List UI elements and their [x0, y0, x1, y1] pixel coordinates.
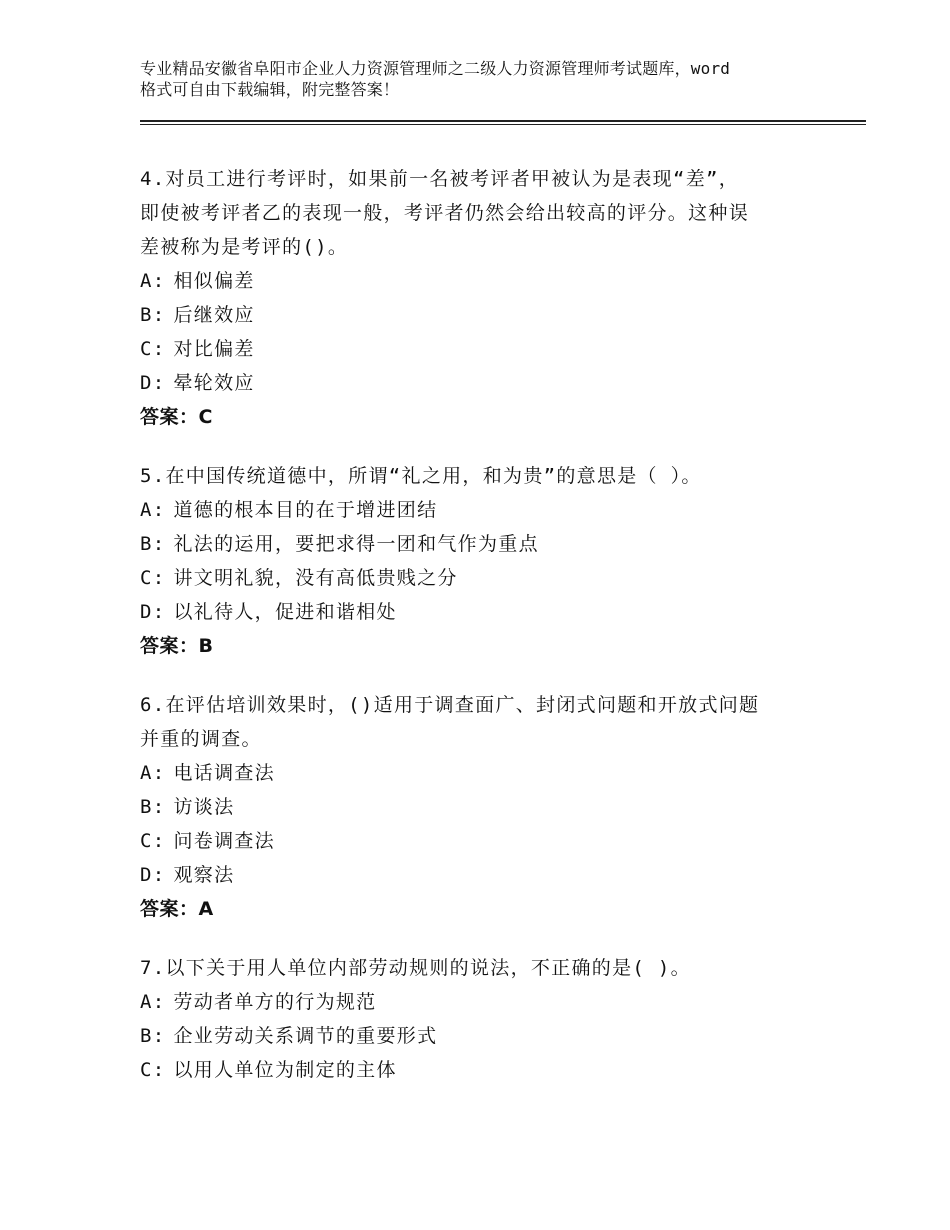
option-label: B: — [140, 796, 166, 818]
option-text: 观察法 — [173, 864, 235, 886]
option-text: 相似偏差 — [173, 270, 255, 292]
option-label: B: — [140, 304, 166, 326]
option-label: A: — [140, 991, 166, 1013]
answer-option — [140, 858, 820, 892]
option-label: B: — [140, 1025, 166, 1047]
answer-key: 答案：C — [140, 406, 213, 428]
answer-option — [140, 595, 820, 629]
option-label: A: — [140, 270, 166, 292]
option-text: 劳动者单方的行为规范 — [173, 991, 377, 1013]
option-text: 晕轮效应 — [173, 372, 255, 394]
answer-option — [140, 493, 820, 527]
answer-option — [140, 527, 820, 561]
answer-key: 答案：B — [140, 635, 214, 657]
option-text: 以用人单位为制定的主体 — [173, 1059, 397, 1081]
option-label: C: — [140, 338, 166, 360]
question-block — [140, 951, 820, 1087]
option-label: A: — [140, 762, 166, 784]
question-block — [140, 162, 820, 434]
answer-option — [140, 985, 820, 1019]
answer-option — [140, 298, 820, 332]
answer-option — [140, 790, 820, 824]
answer-option — [140, 1019, 820, 1053]
answer-option — [140, 824, 820, 858]
question-stem-line: 即使被考评者乙的表现一般，考评者仍然会给出较高的评分。这种误 — [140, 202, 750, 224]
header-line-1: 专业精品安徽省阜阳市企业人力资源管理师之二级人力资源管理师考试题库，word — [140, 59, 731, 78]
option-text: 后继效应 — [173, 304, 255, 326]
question-stem-line: 并重的调查。 — [140, 728, 262, 750]
option-label: B: — [140, 533, 166, 555]
option-text: 以礼待人，促进和谐相处 — [173, 601, 397, 623]
option-label: D: — [140, 601, 166, 623]
header-rule-thin — [140, 124, 866, 125]
answer-option — [140, 561, 820, 595]
question-stem-line: 差被称为是考评的()。 — [140, 236, 349, 258]
option-text: 电话调查法 — [173, 762, 275, 784]
question-stem-line: 7.以下关于用人单位内部劳动规则的说法，不正确的是( )。 — [140, 957, 691, 979]
question-stem-line: 5.在中国传统道德中，所谓“礼之用，和为贵”的意思是（ ）。 — [140, 465, 702, 487]
document-header — [140, 58, 840, 100]
option-label: D: — [140, 372, 166, 394]
option-label: D: — [140, 864, 166, 886]
option-text: 对比偏差 — [173, 338, 255, 360]
question-stem-line: 6.在评估培训效果时，()适用于调查面广、封闭式问题和开放式问题 — [140, 694, 760, 716]
answer-key: 答案：A — [140, 898, 214, 920]
option-label: A: — [140, 499, 166, 521]
option-text: 访谈法 — [173, 796, 235, 818]
header-line-2: 格式可自由下载编辑，附完整答案！ — [140, 80, 400, 99]
answer-option — [140, 332, 820, 366]
option-text: 企业劳动关系调节的重要形式 — [173, 1025, 438, 1047]
option-text: 问卷调查法 — [173, 830, 275, 852]
question-list — [140, 162, 820, 1112]
option-text: 讲文明礼貌，没有高低贵贱之分 — [173, 567, 458, 589]
answer-option — [140, 366, 820, 400]
option-label: C: — [140, 830, 166, 852]
question-block — [140, 688, 820, 926]
header-rule-thick — [140, 120, 866, 122]
question-stem-line: 4.对员工进行考评时，如果前一名被考评者甲被认为是表现“差”， — [140, 168, 740, 190]
answer-option — [140, 264, 820, 298]
option-text: 礼法的运用，要把求得一团和气作为重点 — [173, 533, 539, 555]
answer-option — [140, 1053, 820, 1087]
question-block — [140, 459, 820, 663]
option-label: C: — [140, 1059, 166, 1081]
option-text: 道德的根本目的在于增进团结 — [173, 499, 438, 521]
option-label: C: — [140, 567, 166, 589]
answer-option — [140, 756, 820, 790]
